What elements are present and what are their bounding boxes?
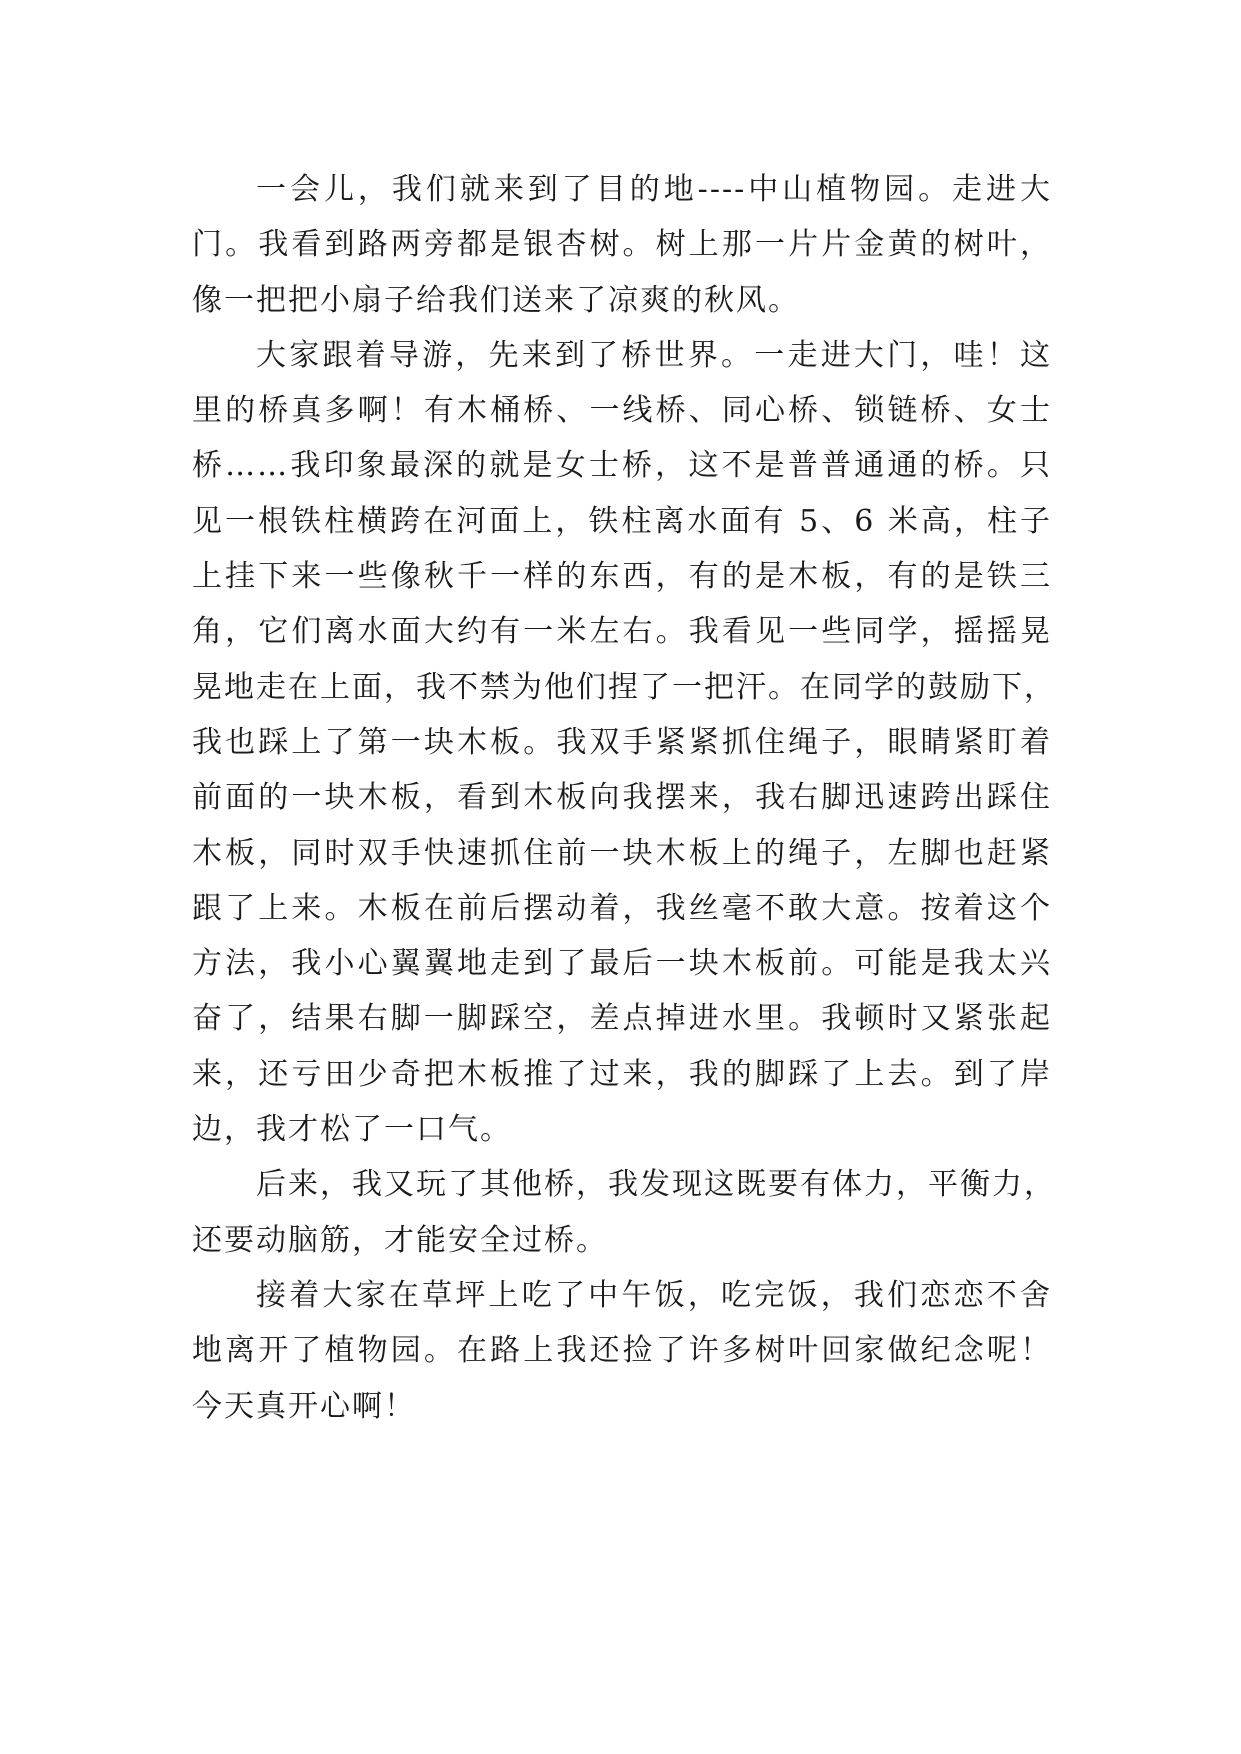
body-text xyxy=(192,162,1056,1434)
paragraph-2-line-10: 木板，同时双手快速抓住前一块木板上的绳子，左脚也赶紧 xyxy=(192,835,1052,871)
paragraph-4-line-3: 今天真开心啊！ xyxy=(192,1388,416,1424)
paragraph-1-line-3: 像一把把小扇子给我们送来了凉爽的秋风。 xyxy=(192,282,800,318)
paragraph-2-line-1: 大家跟着导游，先来到了桥世界。一走进大门，哇！这 xyxy=(256,337,1052,373)
paragraph-2-line-3: 桥……我印象最深的就是女士桥，这不是普普通通的桥。只 xyxy=(192,448,1052,484)
paragraph-2-line-5: 上挂下来一些像秋千一样的东西，有的是木板，有的是铁三 xyxy=(192,559,1052,595)
paragraph-3-line-1: 后来，我又玩了其他桥，我发现这既要有体力，平衡力， xyxy=(256,1167,1056,1203)
paragraph-2-line-9: 前面的一块木板，看到木板向我摆来，我右脚迅速跨出踩住 xyxy=(192,780,1052,816)
paragraph-4-line-1: 接着大家在草坪上吃了中午饭，吃完饭，我们恋恋不舍 xyxy=(256,1277,1052,1313)
paragraph-2-line-14: 来，还亏田少奇把木板推了过来，我的脚踩了上去。到了岸 xyxy=(192,1056,1052,1092)
paragraph-2-line-8: 我也踩上了第一块木板。我双手紧紧抓住绳子，眼睛紧盯着 xyxy=(192,724,1052,760)
paragraph-2-line-6: 角，它们离水面大约有一米左右。我看见一些同学，摇摇晃 xyxy=(192,614,1052,650)
paragraph-4-line-2: 地离开了植物园。在路上我还捡了许多树叶回家做纪念呢！ xyxy=(192,1333,1052,1369)
paragraph-2-line-7: 晃地走在上面，我不禁为他们捏了一把汗。在同学的鼓励下， xyxy=(192,669,1056,705)
paragraph-2-line-12: 方法，我小心翼翼地走到了最后一块木板前。可能是我太兴 xyxy=(192,946,1052,982)
paragraph-2-line-11: 跟了上来。木板在前后摆动着，我丝毫不敢大意。按着这个 xyxy=(192,890,1052,926)
paragraph-2-line-2: 里的桥真多啊！有木桶桥、一线桥、同心桥、锁链桥、女士 xyxy=(192,393,1052,429)
paragraph-2-line-4: 见一根铁柱横跨在河面上，铁柱离水面有 5、6 米高，柱子 xyxy=(192,503,1052,539)
paragraph-2-line-15: 边，我才松了一口气。 xyxy=(192,1112,512,1148)
paragraph-1-line-2: 门。我看到路两旁都是银杏树。树上那一片片金黄的树叶， xyxy=(192,227,1052,263)
paragraph-1-line-1: 一会儿，我们就来到了目的地----中山植物园。走进大 xyxy=(256,172,1052,207)
paragraph-2-line-13: 奋了，结果右脚一脚踩空，差点掉进水里。我顿时又紧张起 xyxy=(192,1001,1052,1037)
paragraph-3-line-2: 还要动脑筋，才能安全过桥。 xyxy=(192,1222,608,1258)
